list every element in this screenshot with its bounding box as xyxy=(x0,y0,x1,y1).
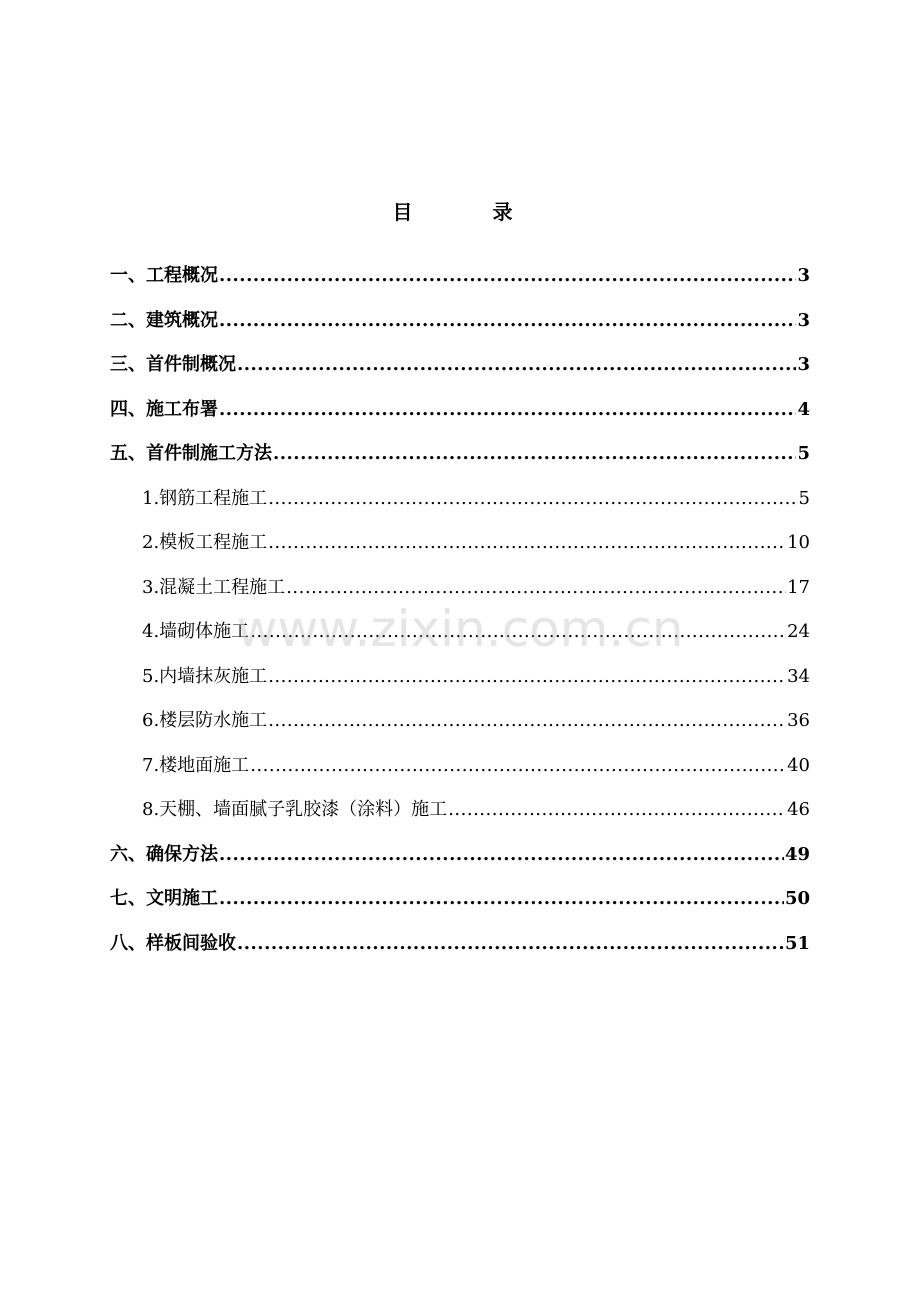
toc-entry-page: 49 xyxy=(784,843,810,865)
toc-title: 目 录 xyxy=(392,200,543,224)
toc-entry-label: 7.楼地面施工 xyxy=(142,754,250,776)
toc-leader-dots xyxy=(273,432,796,477)
toc-entry-page: 24 xyxy=(787,621,810,642)
toc-entry-page: 50 xyxy=(784,888,810,909)
toc-entry-label: 2.模板工程施工 xyxy=(142,532,268,553)
toc-entry-label: 一、工程概况 xyxy=(110,265,218,286)
toc-subentry[interactable] xyxy=(110,566,810,611)
toc-entry-page: 51 xyxy=(784,932,810,954)
toc-leader-dots xyxy=(448,788,786,833)
toc-entry-label: 三、首件制概况 xyxy=(110,354,236,375)
toc-entry[interactable] xyxy=(110,254,810,299)
toc-entry-label: 1.钢筋工程施工 xyxy=(142,487,268,509)
toc-entry-page: 34 xyxy=(787,665,810,687)
toc-subentry[interactable] xyxy=(110,699,810,744)
toc-entry-page: 36 xyxy=(787,710,810,731)
toc-entry[interactable] xyxy=(110,432,810,477)
toc-entry[interactable] xyxy=(110,877,810,922)
toc-entry-page: 4 xyxy=(797,398,810,420)
toc-entry-label: 6.楼层防水施工 xyxy=(142,710,268,731)
toc-leader-dots xyxy=(250,610,786,655)
toc-entry-label: 七、文明施工 xyxy=(110,888,218,909)
toc-leader-dots xyxy=(219,254,796,299)
toc-leader-dots xyxy=(219,877,784,922)
toc-list xyxy=(110,254,810,966)
toc-leader-dots xyxy=(219,833,784,878)
toc-entry[interactable] xyxy=(110,343,810,388)
toc-entry-label: 六、确保方法 xyxy=(110,843,218,865)
toc-entry-label: 四、施工布署 xyxy=(110,398,218,420)
toc-subentry[interactable] xyxy=(110,655,810,700)
toc-subentry[interactable] xyxy=(110,521,810,566)
toc-entry-label: 二、建筑概况 xyxy=(110,309,218,331)
toc-entry[interactable] xyxy=(110,833,810,878)
toc-leader-dots xyxy=(268,521,786,566)
toc-subentry[interactable] xyxy=(110,610,810,655)
toc-entry-page: 46 xyxy=(787,799,810,820)
toc-entry[interactable] xyxy=(110,388,810,433)
toc-subentry[interactable] xyxy=(110,477,810,522)
toc-entry-label: 3.混凝土工程施工 xyxy=(142,576,286,598)
toc-entry-label: 5.内墙抹灰施工 xyxy=(142,665,268,687)
toc-entry-label: 五、首件制施工方法 xyxy=(110,443,272,464)
toc-subentry[interactable] xyxy=(110,744,810,789)
toc-entry-label: 八、样板间验收 xyxy=(110,932,236,954)
toc-entry-label: 4.墙砌体施工 xyxy=(142,621,250,642)
toc-entry-page: 3 xyxy=(797,354,810,375)
toc-entry-page: 40 xyxy=(787,754,810,776)
toc-leader-dots xyxy=(268,699,786,744)
toc-entry-page: 10 xyxy=(787,532,810,553)
toc-entry-page: 17 xyxy=(787,576,810,598)
toc-leader-dots xyxy=(268,655,786,700)
toc-leader-dots xyxy=(286,566,786,611)
toc-entry-page: 5 xyxy=(797,443,810,464)
toc-leader-dots xyxy=(268,477,797,522)
toc-entry-page: 3 xyxy=(797,309,810,331)
toc-entry[interactable] xyxy=(110,922,810,967)
toc-leader-dots xyxy=(250,744,786,789)
toc-subentry[interactable] xyxy=(110,788,810,833)
toc-entry[interactable] xyxy=(110,299,810,344)
toc-entry-page: 3 xyxy=(797,265,810,286)
toc-entry-label: 8.天棚、墙面腻子乳胶漆（涂料）施工 xyxy=(142,799,448,820)
toc-leader-dots xyxy=(219,299,796,344)
watermark-text: www.zixin.com.cn xyxy=(236,600,684,658)
toc-leader-dots xyxy=(219,388,796,433)
toc-leader-dots xyxy=(237,343,796,388)
toc-entry-page: 5 xyxy=(798,487,810,509)
toc-leader-dots xyxy=(237,922,784,967)
